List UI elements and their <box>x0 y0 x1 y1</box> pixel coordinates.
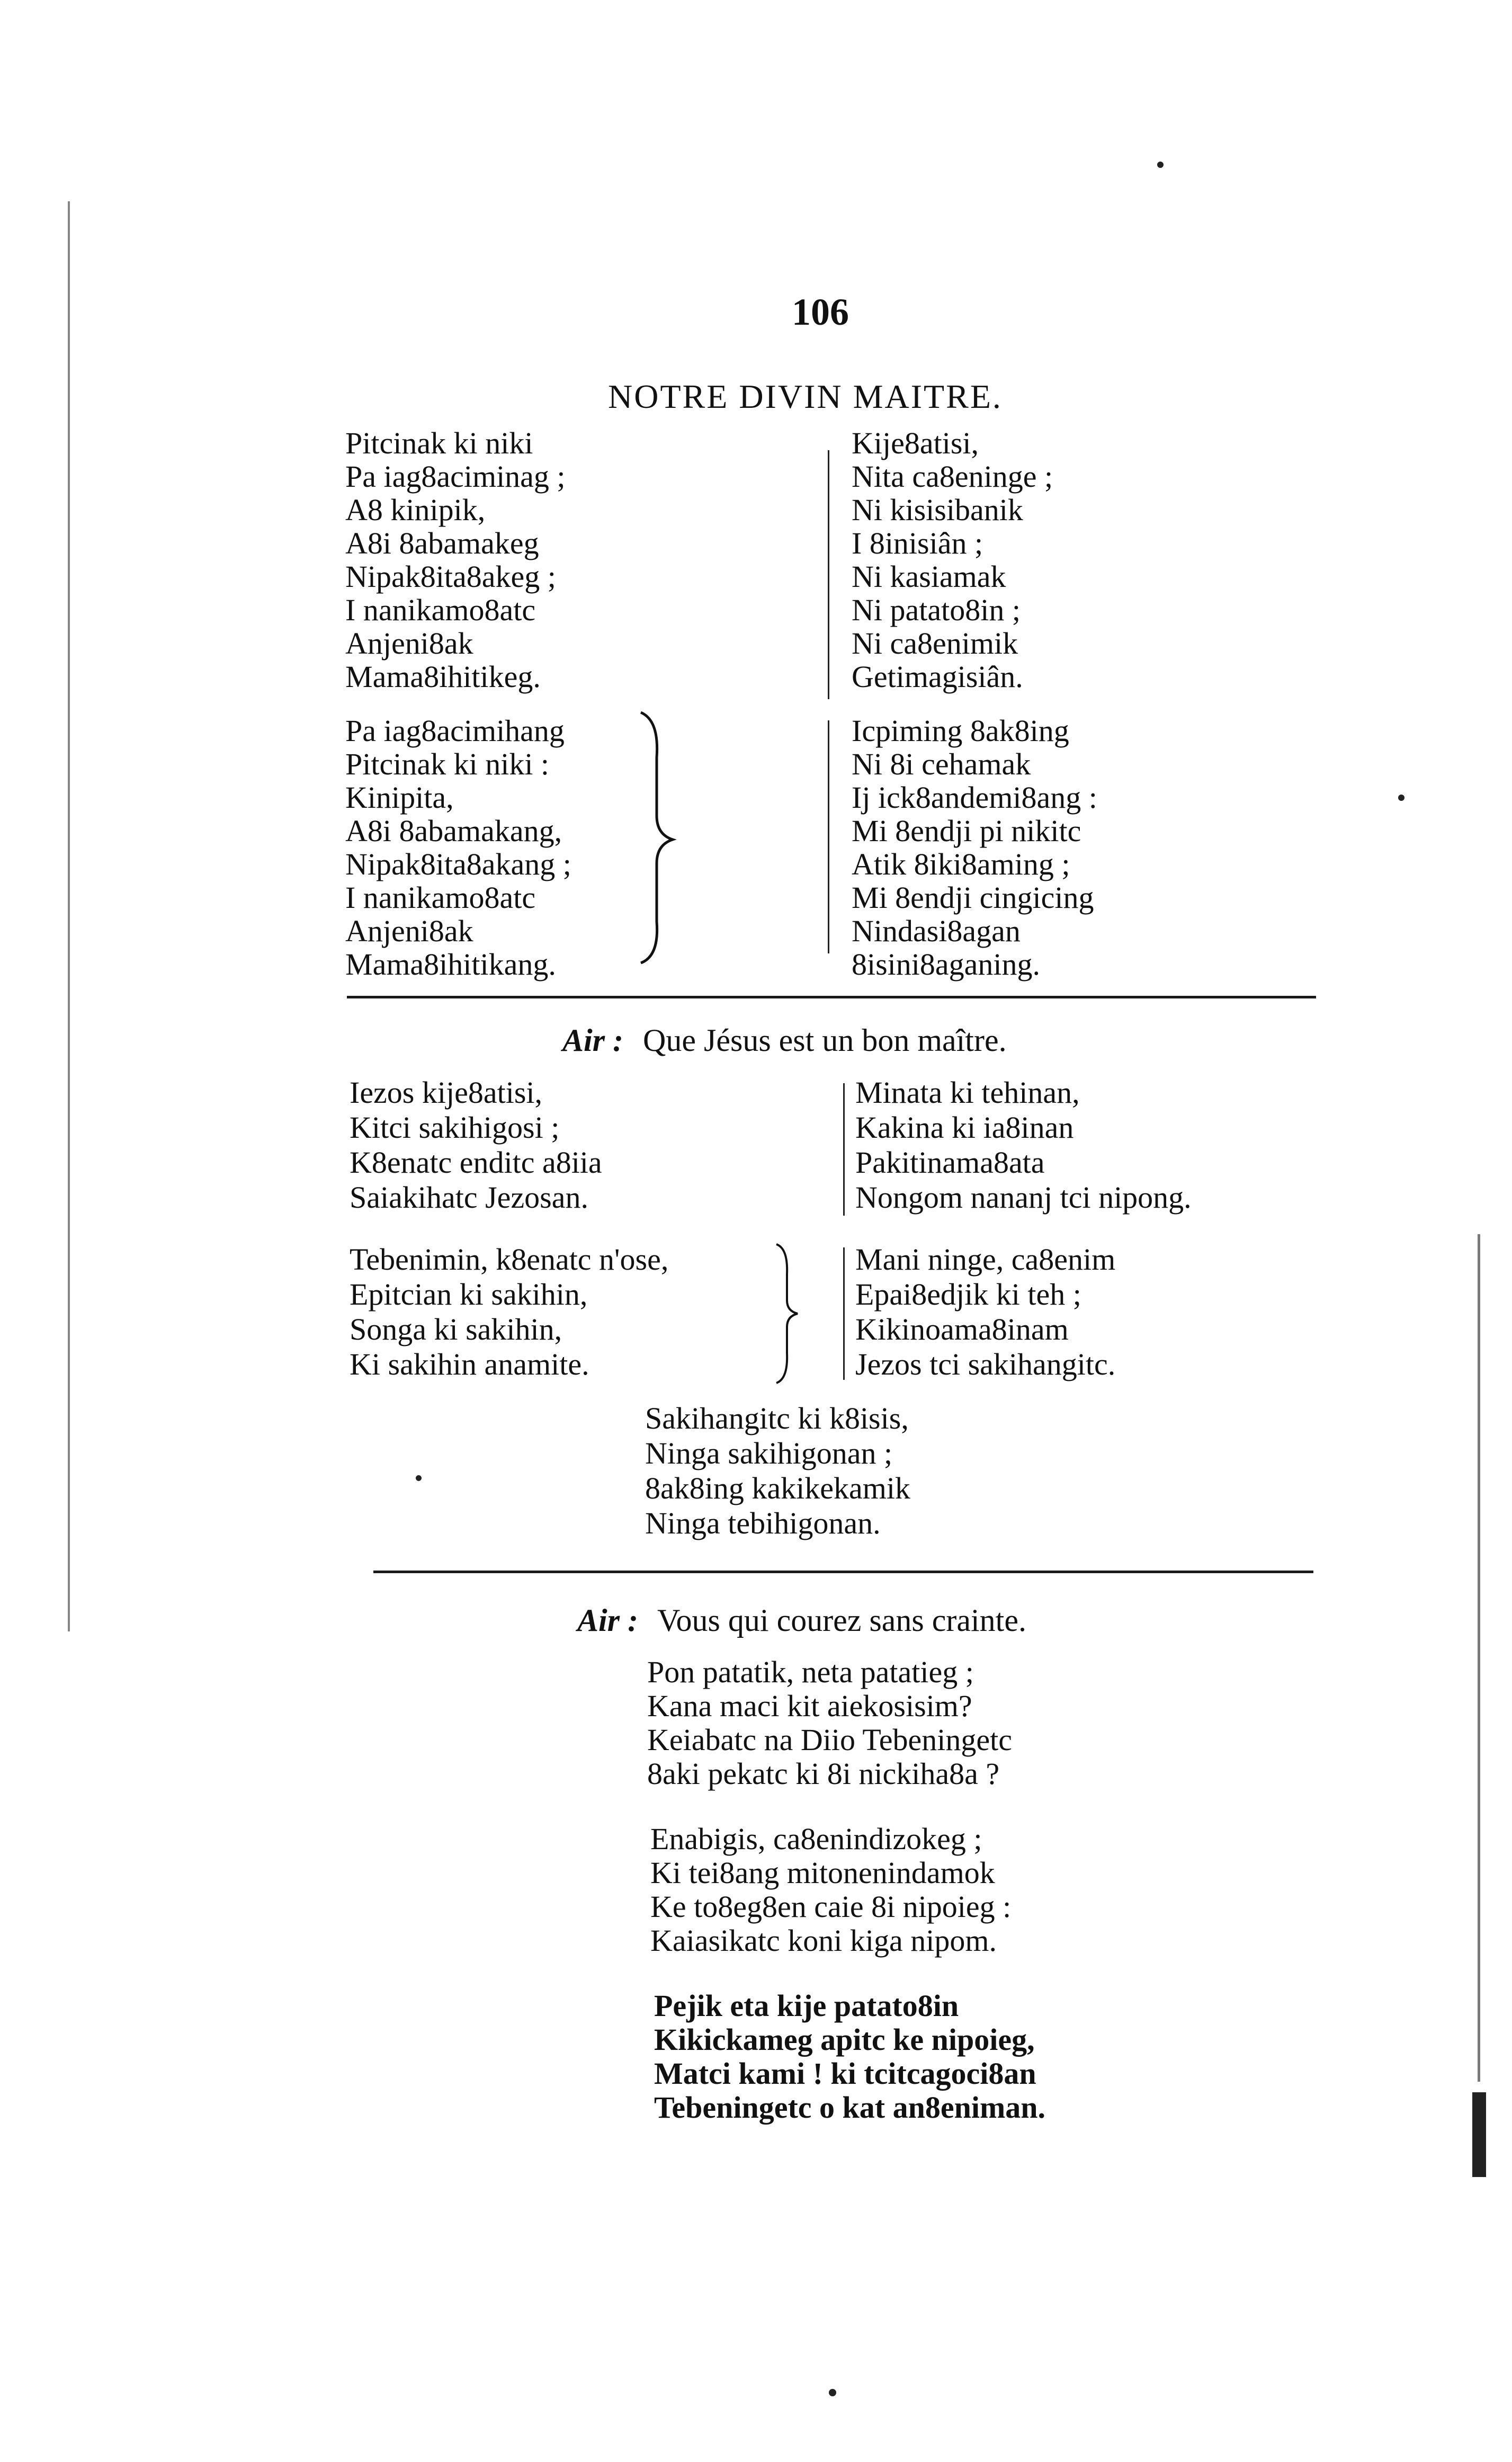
verse-line: 8aki pekatc ki 8i nickiha8a ? <box>647 1756 1000 1791</box>
verse-line: 8isini8aganing. <box>852 947 1041 982</box>
verse-line: Mama8ihitikeg. <box>345 659 541 694</box>
verse-line: Kikickameg apitc ke nipoieg, <box>654 2022 1035 2057</box>
verse-line: Kaiasikatc koni kiga nipom. <box>650 1923 997 1958</box>
air-label: Air : <box>577 1603 639 1638</box>
verse-line: Mama8ihitikang. <box>345 947 556 982</box>
verse-line: Ninga sakihigonan ; <box>645 1436 893 1470</box>
page-number: 106 <box>792 291 849 333</box>
hymn2-right-stanza2 <box>855 1242 1115 1382</box>
hymn1-left-stanza2 <box>345 714 571 981</box>
hymn1-column-divider <box>828 450 829 699</box>
verse-line: Epitcian ki sakihin, <box>350 1277 588 1312</box>
verse-line: Kikinoama8inam <box>855 1312 1069 1346</box>
verse-line: Nongom nananj tci nipong. <box>855 1180 1192 1215</box>
verse-line: Ni patato8in ; <box>852 593 1021 627</box>
verse-line: Pa iag8aciminag ; <box>345 459 566 494</box>
verse-line: Epai8edjik ki teh ; <box>855 1277 1081 1312</box>
hymn2-air-line <box>562 1022 1007 1059</box>
verse-line: Kinipita, <box>345 780 454 815</box>
verse-line: Ij ick8andemi8ang : <box>852 780 1097 815</box>
air-label: Air : <box>562 1023 624 1058</box>
hymn2-column-divider <box>843 1083 845 1216</box>
verse-line: Ni kasiamak <box>852 559 1006 594</box>
verse-line: I nanikamo8atc <box>345 880 536 915</box>
hymn1-right-stanza2 <box>852 714 1097 981</box>
verse-line: I nanikamo8atc <box>345 593 536 627</box>
verse-line: Pitcinak ki niki : <box>345 747 550 781</box>
verse-line: Kije8atisi, <box>852 426 979 460</box>
verse-line: Mi 8endji cingicing <box>852 880 1094 915</box>
scan-edge-mark <box>68 201 70 1631</box>
verse-line: Nipak8ita8akeg ; <box>345 559 556 594</box>
section-rule <box>347 996 1316 998</box>
hymn1-brace <box>636 710 678 964</box>
scan-speck <box>1157 162 1164 168</box>
verse-line: Ninga tebihigonan. <box>645 1506 881 1540</box>
hymn1-left-stanza1 <box>345 426 566 693</box>
scan-speck <box>829 2389 836 2396</box>
scan-speck <box>416 1475 422 1481</box>
scan-edge-mark <box>1472 2092 1486 2177</box>
hymn1-column-divider <box>828 720 829 953</box>
verse-line: Ke to8eg8en caie 8i nipoieg : <box>650 1889 1012 1924</box>
hymn3-air-line <box>577 1602 1026 1639</box>
verse-line: A8i 8abamakang, <box>345 814 562 848</box>
verse-line: Mani ninge, ca8enim <box>855 1242 1116 1277</box>
verse-line: Atik 8iki8aming ; <box>852 847 1070 881</box>
verse-line: Jezos tci sakihangitc. <box>855 1347 1116 1381</box>
verse-line: K8enatc enditc a8iia <box>350 1145 602 1180</box>
hymn2-brace <box>772 1242 804 1385</box>
hymn2-center-stanza <box>645 1401 910 1541</box>
verse-line: Pon patatik, neta patatieg ; <box>647 1655 974 1689</box>
verse-line: Tebenimin, k8enatc n'ose, <box>350 1242 669 1277</box>
hymn3-stanza3 <box>654 1989 1045 2125</box>
verse-line: Ki tei8ang mitonenindamok <box>650 1856 995 1890</box>
verse-line: Kitci sakihigosi ; <box>350 1110 560 1145</box>
hymn2-right-stanza1 <box>855 1075 1192 1215</box>
verse-line: Enabigis, ca8enindizokeg ; <box>650 1822 982 1856</box>
verse-line: Mi 8endji pi nikitc <box>852 814 1081 848</box>
air-title: Vous qui courez sans crainte. <box>657 1603 1026 1638</box>
verse-line: I 8inisiân ; <box>852 526 983 560</box>
scan-speck <box>1398 795 1404 801</box>
verse-line: A8i 8abamakeg <box>345 526 539 560</box>
verse-line: Tebeningetc o kat an8eniman. <box>654 2090 1046 2125</box>
verse-line: Kana maci kit aiekosisim? <box>647 1689 972 1723</box>
hymn2-left-stanza2 <box>350 1242 668 1382</box>
verse-line: Pakitinama8ata <box>855 1145 1045 1180</box>
verse-line: Kakina ki ia8inan <box>855 1110 1074 1145</box>
scan-edge-mark <box>1478 1234 1480 2082</box>
verse-line: 8ak8ing kakikekamik <box>645 1471 910 1505</box>
verse-line: Ki sakihin anamite. <box>350 1347 589 1381</box>
hymn3-stanza1 <box>647 1655 1012 1791</box>
verse-line: Iezos kije8atisi, <box>350 1075 543 1110</box>
verse-line: Minata ki tehinan, <box>855 1075 1080 1110</box>
verse-line: Getimagisiân. <box>852 659 1023 694</box>
verse-line: Ni ca8enimik <box>852 626 1018 661</box>
verse-line: Songa ki sakihin, <box>350 1312 562 1346</box>
air-title: Que Jésus est un bon maître. <box>643 1023 1007 1058</box>
verse-line: Nipak8ita8akang ; <box>345 847 571 881</box>
verse-line: Pejik eta kije patato8in <box>654 1988 959 2023</box>
hymn3-stanza2 <box>650 1822 1011 1958</box>
verse-line: Ni 8i cehamak <box>852 747 1031 781</box>
verse-line: Keiabatc na Diio Tebeningetc <box>647 1723 1012 1757</box>
verse-line: Nindasi8agan <box>852 914 1021 948</box>
verse-line: Ni kisisibanik <box>852 493 1023 527</box>
verse-line: Sakihangitc ki k8isis, <box>645 1401 909 1435</box>
page-heading: NOTRE DIVIN MAITRE. <box>608 378 1003 415</box>
section-rule <box>373 1571 1313 1573</box>
verse-line: Pa iag8acimihang <box>345 713 565 748</box>
verse-line: Anjeni8ak <box>345 626 473 661</box>
verse-line: Icpiming 8ak8ing <box>852 713 1069 748</box>
verse-line: Saiakihatc Jezosan. <box>350 1180 588 1215</box>
verse-line: Pitcinak ki niki <box>345 426 533 460</box>
verse-line: A8 kinipik, <box>345 493 486 527</box>
hymn2-left-stanza1 <box>350 1075 602 1215</box>
hymn2-column-divider <box>843 1247 845 1380</box>
verse-line: Anjeni8ak <box>345 914 473 948</box>
hymn1-right-stanza1 <box>852 426 1053 693</box>
verse-line: Nita ca8eninge ; <box>852 459 1053 494</box>
verse-line: Matci kami ! ki tcitcagoci8an <box>654 2056 1036 2091</box>
